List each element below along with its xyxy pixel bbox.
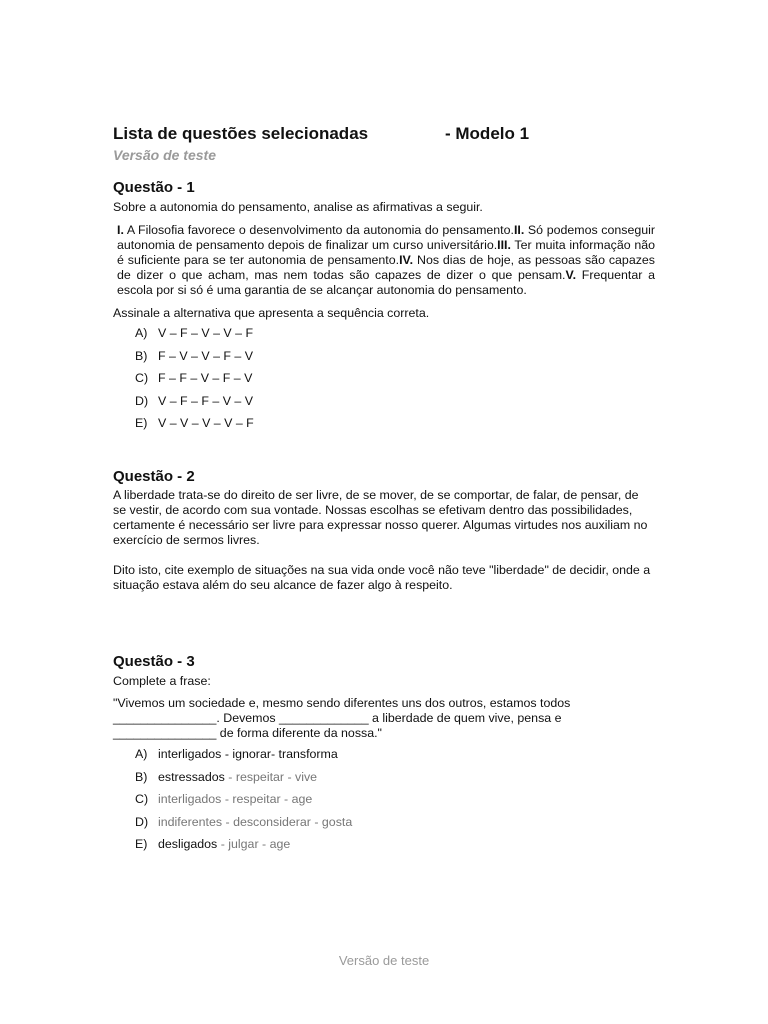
option-letter: D)	[135, 814, 149, 829]
option-c[interactable]	[135, 371, 655, 394]
option-letter: E)	[135, 416, 148, 431]
question-2-paragraph: A liberdade trata-se do direito de ser livre, de se mover, de se comportar, de falar, de pensar, de se vestir, de acordo com sua vontade. Nossas escolhas se efetivam dentro das possibilidades, certamente é necessário ser livre para expressar nosso querer. Algumas virtudes nos auxiliam no exercício de sermos livres.	[113, 487, 648, 547]
question-1-options	[135, 326, 655, 439]
statement-text: Só podemos conseguir autonomia de pensamento depois de finalizar um curso universitário.	[117, 223, 656, 252]
option-text: - respeitar - vive	[224, 769, 318, 784]
option-e[interactable]	[135, 416, 655, 439]
question-2	[113, 468, 655, 593]
option-letter: B)	[135, 769, 148, 784]
statement-text: Ter muita informação não é suficiente para se ter autonomia de pensamento.	[117, 238, 655, 267]
document-page	[113, 124, 655, 860]
option-d[interactable]	[135, 815, 655, 838]
option-text: F – F – V – F – V	[158, 371, 253, 386]
option-text: F – V – V – F – V	[158, 348, 254, 363]
question-1-instruction: Assinale a alternativa que apresenta a sequência correta.	[113, 306, 430, 320]
option-text: - julgar - age	[217, 837, 291, 852]
option-letter: B)	[135, 348, 148, 363]
option-letter: D)	[135, 393, 149, 408]
option-letter: E)	[135, 837, 148, 852]
statement-text: Frequentar a escola por si só é uma garantia de se alcançar autonomia do pensamento.	[117, 268, 655, 297]
question-1-prompt: Sobre a autonomia do pensamento, analise as afirmativas a seguir.	[113, 200, 483, 214]
option-text: V – F – F – V – V	[158, 393, 254, 408]
option-letter: C)	[135, 371, 149, 386]
option-b[interactable]	[135, 770, 655, 793]
option-letter: A)	[135, 746, 148, 761]
question-3-sentence: "Vivemos um sociedade e, mesmo sendo diferentes uns dos outros, estamos todos _______________. Devemos _____________ a liberdade de quem vive, pensa e _______________ de forma diferente da nossa."	[113, 695, 571, 740]
page-footer: Versão de teste	[338, 953, 430, 968]
statement-number: III.	[497, 238, 511, 252]
statement-text: A Filosofia favorece o desenvolvimento da autonomia do pensamento.	[123, 223, 514, 237]
option-b[interactable]	[135, 349, 655, 372]
option-a[interactable]	[135, 326, 655, 349]
option-letter: A)	[135, 326, 148, 340]
option-e[interactable]	[135, 837, 655, 860]
statement-number: I.	[117, 223, 124, 237]
document-title: Lista de questões selecionadas	[113, 124, 369, 143]
statement-text: Nos dias de hoje, as pessoas são capazes de dizer o que acham, mas nem todas são capazes de dizer o que pensam.	[117, 253, 655, 282]
option-text: V – F – V – V – F	[158, 326, 254, 340]
question-1-statements	[117, 223, 655, 298]
option-word: desligados	[158, 837, 218, 852]
option-letter: C)	[135, 792, 149, 807]
question-3-prompt: Complete a frase:	[113, 673, 211, 688]
question-3	[113, 653, 655, 860]
question-1	[113, 179, 655, 439]
option-word: estressados	[158, 769, 225, 784]
statement-number: IV.	[399, 253, 414, 267]
question-3-title: Questão - 3	[113, 652, 195, 670]
document-subtitle: Versão de teste	[113, 147, 216, 163]
question-3-options	[135, 747, 655, 860]
statement-number: V.	[565, 268, 577, 282]
question-2-title: Questão - 2	[113, 467, 195, 485]
statement-number: II.	[513, 223, 525, 237]
option-d[interactable]	[135, 394, 655, 417]
option-word: interligados	[158, 792, 222, 807]
option-c[interactable]	[135, 792, 655, 815]
document-model: - Modelo 1	[445, 124, 530, 143]
question-2-paragraph: Dito isto, cite exemplo de situações na sua vida onde você não teve "liberdade" de decidir, onde a situação estava além do seu alcance de fazer algo à respeito.	[113, 562, 651, 592]
question-1-title: Questão - 1	[113, 179, 195, 196]
document-header	[113, 124, 655, 148]
option-word: indiferentes	[158, 814, 223, 829]
option-word: interligados	[158, 746, 222, 761]
option-text: V – V – V – V – F	[158, 416, 254, 431]
option-text: - respeitar - age	[221, 792, 313, 807]
option-text: - desconsiderar - gosta	[222, 814, 353, 829]
option-text: - ignorar- transforma	[221, 746, 338, 761]
option-a[interactable]	[135, 747, 655, 770]
